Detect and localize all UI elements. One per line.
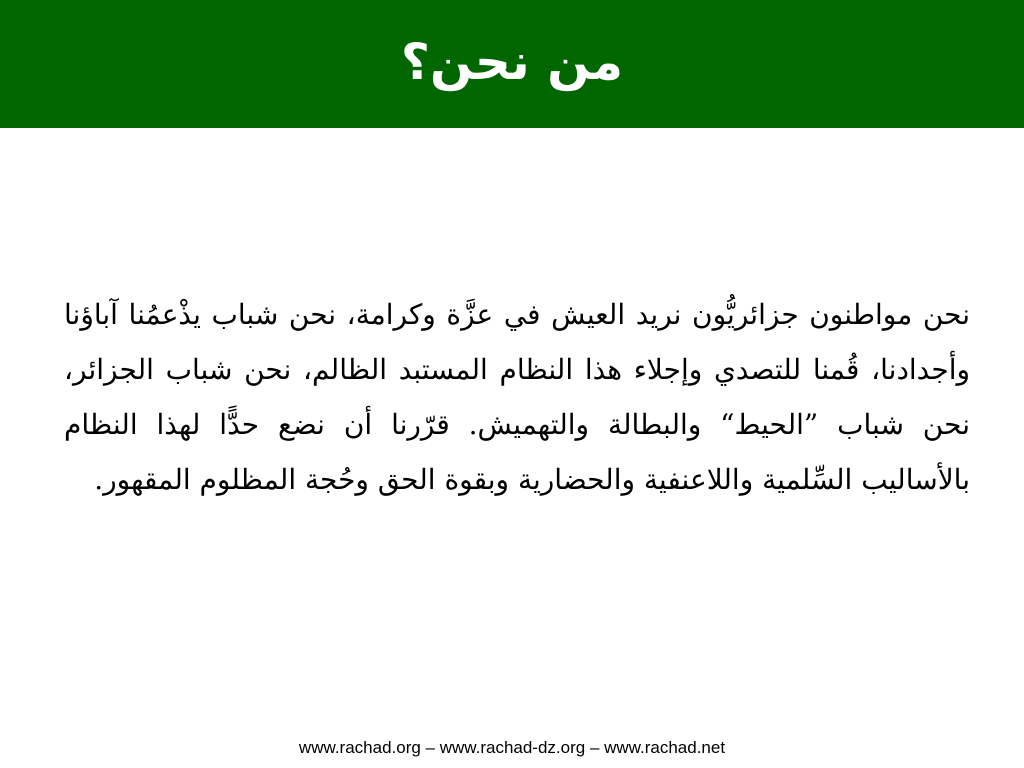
title-bar xyxy=(0,0,1024,128)
slide-title: من نحن؟ xyxy=(400,33,624,91)
body-paragraph: نحن مواطنون جزائريُّون نريد العيش في عزَّة وكرامة، نحن شباب يذْعمُنا آباؤنا وأجدادنا، قُمنا للتصدي وإجلاء هذا النظام المستبد الظالم، نحن شباب الجزائر، نحن شباب ”الحيط“ والبطالة والتهميش. قرّرنا أن نضع حدًّا لهذا النظام بالأساليب السِّلمية واللاعنفية والحضارية وبقوة الحق وحُجة المظلوم المقهور. xyxy=(64,298,970,496)
footer-links: www.rachad.org – www.rachad-dz.org – www.rachad.net xyxy=(298,738,726,757)
